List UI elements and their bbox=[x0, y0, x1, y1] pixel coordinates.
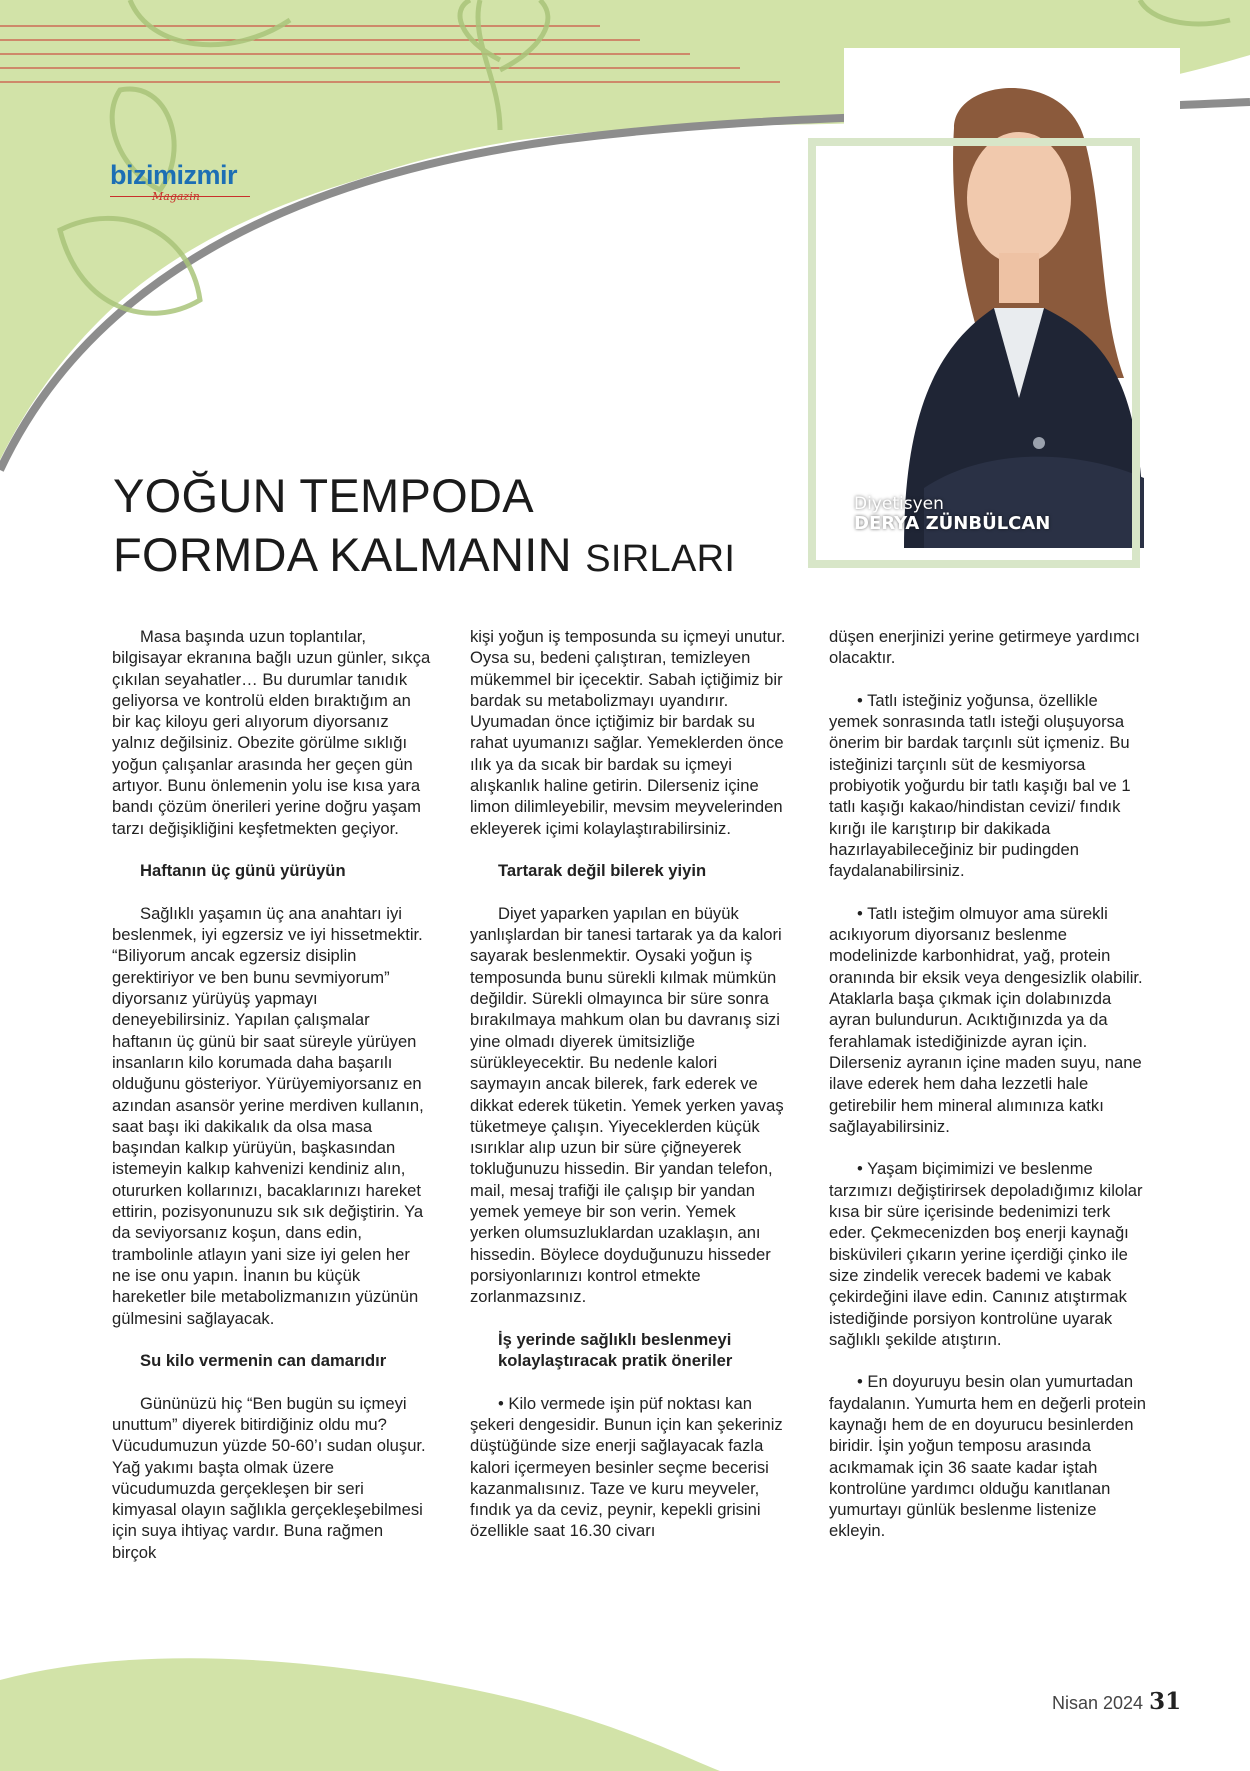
paragraph: Sağlıklı yaşamın üç ana anahtarı iyi beslenmek, iyi egzersiz ve iyi hissetmektir. “Biliyorum ancak egzersiz disiplin gerektiriyor ve ben bunu sevmiyorum” diyorsanız yürüyüş yapmayı deneyebilirsiniz. Yapılan çalışmalar haftanın üç günü bir saat süreyle yürüyen insanların kilo korumada daha başarılı olduğunu gösteriyor. Yürüyemiyorsanız en azından asansör yerine merdiven kullanın, saat başı iki dakikalık da olsa masa başından kalkıp yürüyün, başkasından istemeyin kalkıp kahvenizi kendiniz alın, otururken kollarınızı, bacaklarınızı hareket ettirin, pozisyonunuzu sık sık değiştirin. Ya da seviyorsanız koşun, dans edin, trambolinle atlayın yani size iyi gelen her ne ise onu yapın. İnanın bu küçük hareketler bile metabolizmanızın yüzünün gülmesini sağlayacak. bbox=[112, 903, 424, 1328]
paragraph: • Kilo vermede işin püf noktası kan şekeri dengesidir. Bunun için kan şekeriniz düştüğünde size enerji sağlayacak fazla kalori içermeyen besinler seçme becerisi kazanmalısınız. Taze ve kuru meyveler, fındık ya da ceviz, peynir, kepekli grisini özellikle saat 16.30 civarı bbox=[470, 1393, 783, 1541]
paragraph: • Tatlı isteğim olmuyor ama sürekli acıkıyorum diyorsanız beslenme modelinizde karbonhidrat, yağ, protein oranında bir eksik veya dengesizlik olabilir. Ataklarla başa çıkmak için dolabınızda ayran bulundurun. Acıktığınızda ya da ferahlamak istediğinizde ayran için. Dilerseniz ayranın içine maden suyu, nane ilave ederek hem daha lezzetli hale getirebilir hem mineral alımınıza katkı sağlayabilirsiniz. bbox=[829, 903, 1143, 1136]
title-line-2-small: SIRLARI bbox=[585, 538, 736, 580]
author-role: Diyetisyen bbox=[854, 494, 944, 514]
article-title bbox=[113, 466, 735, 589]
section-heading: Tartarak değil bilerek yiyin bbox=[498, 861, 707, 881]
section-heading: İş yerinde sağlıklı beslenmeyi kolaylaştıracak pratik öneriler bbox=[498, 1329, 733, 1371]
text-column-3 bbox=[829, 626, 1149, 1563]
paragraph: Gününüzü hiç “Ben bugün su içmeyi unuttum” diyerek bitirdiğiniz oldu mu? Vücudumuzun yüzde 50-60’ı sudan oluşur. Yağ yakımı başta olmak üzere vücudumuzda gerçekleşen bir seri kimyasal olayın sağlıkla gerçekleşebilmesi için suya ihtiyaç vardır. Buna rağmen birçok bbox=[112, 1393, 426, 1562]
author-name: DERYA ZÜNBÜLCAN bbox=[854, 513, 1051, 534]
paragraph: • En doyuruyu besin olan yumurtadan faydalanın. Yumurta hem en değerli protein kaynağı hem de en doyurucu besinlerden biridir. İşin yoğun temposu arasında acıkmamak için 36 saate kadar iştah kontrolüne yardımcı olduğu kanıtlanan yumurtayı günlük beslenme listenize ekleyin. bbox=[829, 1372, 1147, 1541]
text-column-1 bbox=[112, 626, 432, 1584]
page-number: 31 bbox=[1149, 1688, 1182, 1715]
section-heading: Haftanın üç günü yürüyün bbox=[140, 861, 346, 881]
text-column-2 bbox=[470, 626, 790, 1563]
author-caption bbox=[854, 494, 1050, 534]
paragraph: kişi yoğun iş temposunda su içmeyi unutur. Oysa su, bedeni çalıştıran, temizleyen mükemmel bir içecektir. Sabah içtiğimiz bir bardak su metabolizmayı uyandırır. Uyumadan önce içtiğimiz bir bardak su rahat uyumanızı sağlar. Yemeklerden önce ılık ya da sıcak bir bardak su içmeyi alışkanlık haline getirin. Dilerseniz içine limon dilimleyebilir, mevsim meyvelerinden ekleyerek içimi kolaylaştırabilirsiniz. bbox=[470, 627, 786, 838]
paragraph: düşen enerjinizi yerine getirmeye yardımcı olacaktır. bbox=[829, 627, 1140, 668]
paragraph: • Tatlı isteğiniz yoğunsa, özellikle yemek sonrasında tatlı isteği oluşuyorsa önerim bir bardak tarçınlı süt içmeniz. Bu isteğinizi tarçınlı süt de kesmiyorsa probiyotik yoğurdu bir tatlı kaşığı bal ve 1 tatlı kaşığı kakao/hindistan cevizi/ fındık kırığı ile karıştırıp bir dakikada hazırlayabileceğiniz bir pudingden faydalanabilirsiniz. bbox=[829, 690, 1131, 881]
paragraph: • Yaşam biçimimizi ve beslenme tarzımızı değiştirirsek depoladığımız kilolar kısa bir süre içerisinde bedenimizi terk eder. Çekmecenizden boş enerji kaynağı bisküvileri çıkarın yerine içerdiği çinko ile size zindelik verecek bademi ve kabak çekirdeğini ilave edin. Canınız atıştırmak istediğinde porsiyon kontrolüne uyarak sağlıklı şekilde atıştırın. bbox=[829, 1159, 1143, 1349]
paragraph: Masa başında uzun toplantılar, bilgisayar ekranına bağlı uzun günler, sıkça çıkılan seyahatler… Bu durumlar tanıdık geliyorsa ve kontrolü elden bıraktığım an bir kaç kiloyu geri alıyorum diyorsanız yalnız değilsiniz. Obezite görülme sıklığı yoğun çalışanlar arasında her geçen gün artıyor. Bunu önlemenin yolu ise kısa yara bandı çözüm önerileri yerine doğru yaşam tarzı değişikliğini keşfetmekten geçiyor. bbox=[112, 627, 431, 838]
issue-date: Nisan 2024 bbox=[1052, 1693, 1144, 1713]
section-heading: Su kilo vermenin can damarıdır bbox=[140, 1351, 387, 1371]
title-line-2: FORMDA KALMANIN bbox=[113, 528, 572, 581]
title-line-1: YOĞUN TEMPODA bbox=[113, 469, 534, 522]
magazine-logo: bizimizmir bbox=[110, 160, 238, 190]
page-footer bbox=[1052, 1688, 1181, 1715]
paragraph: Diyet yaparken yapılan en büyük yanlışlardan bir tanesi tartarak ya da kalori sayarak beslenmektir. Oysaki yoğun iş temposunda bunu sürekli kılmak mümkün değildir. Sürekli olmayınca bir süre sonra bırakılmaya mahkum olan bu davranış sizi yine olmadı diyerek ümitsizliğe sürükleyecektir. Bu nedenle kalori saymayın ancak bilerek, fark ederek ve dikkat ederek tüketin. Yemek yerken yavaş tüketmeye çalışın. Yiyeceklerden küçük ısırıklar alıp uzun bir süre çiğneyerek tokluğunuzu hissedin. Bir yandan telefon, mail, mesaj trafiği ile çalışıp bir yandan yemek yemeye bir son verin. Yemek yerken olumsuzluklardan uzaklaşın, anı hissedin. Böylece doyduğunuzu hisseder porsiyonlarınızı kontrol etmekte zorlanmazsınız. bbox=[470, 903, 784, 1307]
magazine-logo-subtitle: Magazin bbox=[152, 190, 200, 203]
